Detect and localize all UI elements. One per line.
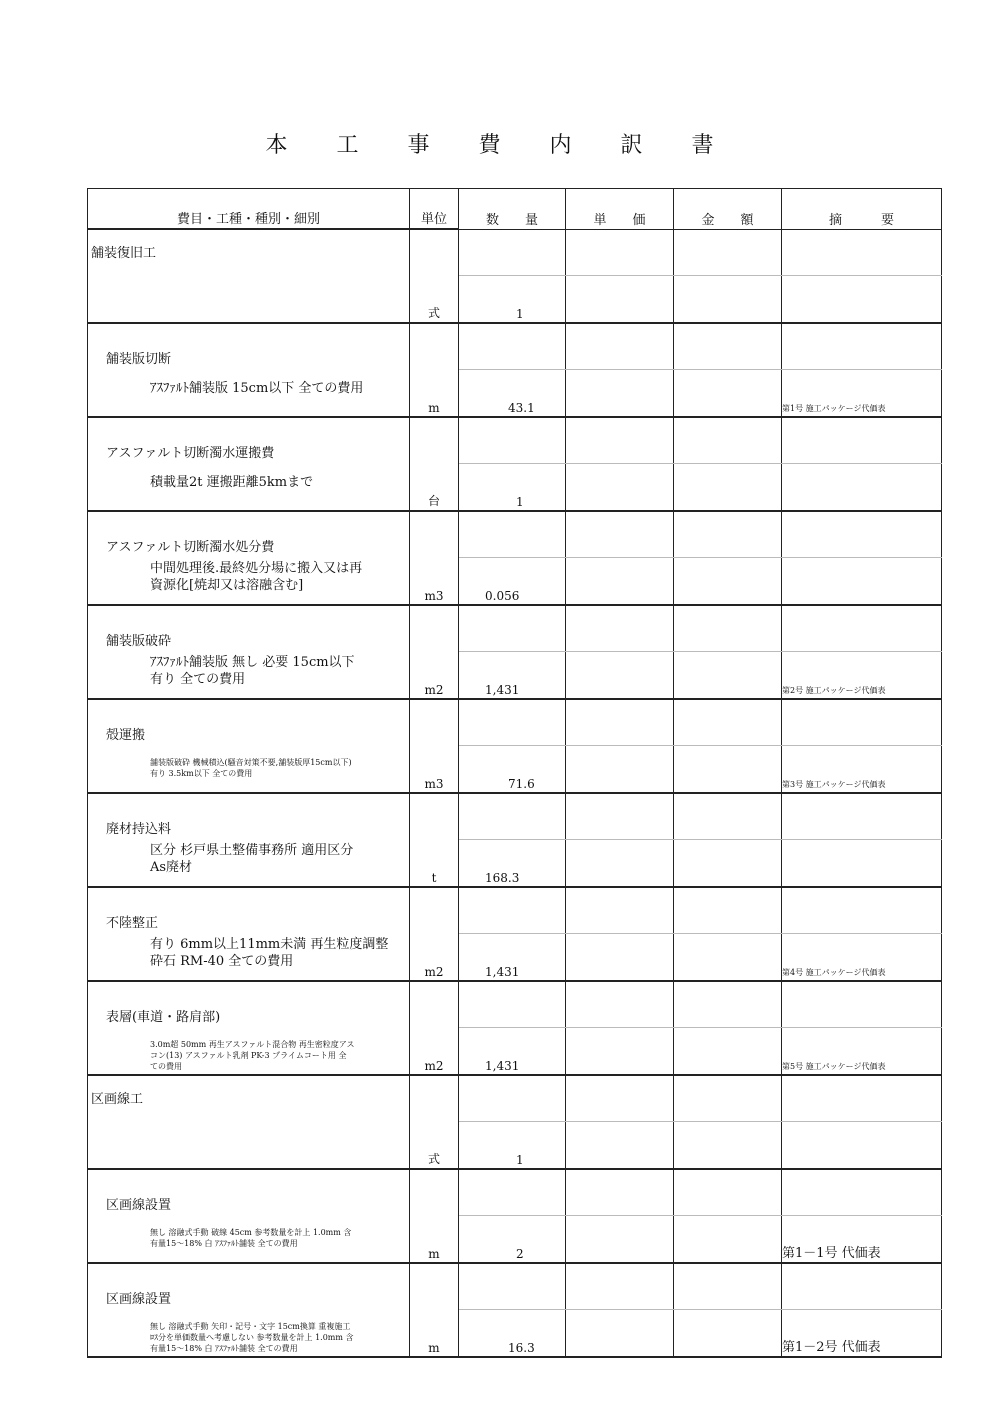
item-quantity: 1 [516,1152,524,1167]
unit-price-cell [566,1215,674,1263]
empty-cell [782,793,942,840]
empty-cell [459,793,566,840]
unit-price-cell [566,933,674,981]
item-description [88,1169,410,1263]
item-name: アスファルト切断濁水処分費 [106,539,275,555]
item-quantity: 16.3 [508,1340,535,1355]
table-row [88,1263,942,1310]
item-remarks-cell [782,369,942,417]
table-row [88,1075,942,1122]
item-unit: 台 [410,417,459,511]
item-unit: m [410,1263,459,1357]
item-quantity: 1,431 [485,1058,520,1073]
item-detail: 区分 杉戸県土整備事務所 適用区分 As廃材 [150,842,354,875]
empty-cell [566,417,674,464]
item-detail: 無し 溶融式手動 矢印・記号・文字 15cm換算 重複施工 ﾛｽ分を単価数量へ考慮しない 参考数量を計上 1.0mm 含 有量15～18% 白 ｱｽﾌｧﾙﾄ舗装 全ての費用 [150,1321,354,1353]
empty-cell [459,323,566,370]
item-name: 廃材持込料 [106,821,172,837]
table-row [88,887,942,934]
empty-cell [459,511,566,558]
item-remarks-cell [782,745,942,793]
unit-price-cell [566,463,674,511]
item-quantity-cell [459,745,566,793]
item-unit: m3 [410,699,459,793]
empty-cell [566,1075,674,1122]
empty-cell [782,887,942,934]
table-row [88,323,942,370]
item-unit: t [410,793,459,887]
amount-cell [674,839,782,887]
item-description [88,887,410,981]
item-remarks-cell [782,275,942,323]
item-quantity-cell [459,839,566,887]
item-name: 区画線工 [91,1091,144,1107]
item-unit: m2 [410,605,459,699]
item-quantity: 1,431 [485,682,520,697]
item-unit: m3 [410,511,459,605]
item-remarks-cell [782,933,942,981]
header-row [88,189,942,230]
header-unit: 単位 [410,189,459,230]
item-remarks: 第1号 施工パッケージ代価表 [782,403,886,413]
item-detail: 舗装版破砕 機械積込(騒音対策不要,舗装版厚15cm以下) 有り 3.5km以下 全ての費用 [150,757,352,778]
empty-cell [674,981,782,1028]
header-item: 費目・工種・種別・細別 [88,189,410,230]
empty-cell [566,1263,674,1310]
amount-cell [674,1309,782,1357]
empty-cell [782,981,942,1028]
item-remarks: 第1－1号 代価表 [782,1245,881,1261]
item-name: 区画線設置 [106,1291,172,1307]
item-name: 表層(車道・路肩部) [106,1009,221,1025]
item-remarks-cell [782,1027,942,1075]
amount-cell [674,651,782,699]
amount-cell [674,369,782,417]
item-quantity-cell [459,651,566,699]
item-detail: ｱｽﾌｧﾙﾄ舗装版 15cm以下 全ての費用 [150,380,364,396]
item-unit: m [410,1169,459,1263]
empty-cell [566,887,674,934]
empty-cell [674,229,782,275]
item-detail: 中間処理後.最終処分場に搬入又は再 資源化[焼却又は溶融含む] [150,560,363,593]
header-remarks: 摘 要 [782,189,942,230]
empty-cell [459,605,566,652]
item-quantity-cell [459,463,566,511]
empty-cell [459,229,566,275]
empty-cell [566,229,674,275]
item-remarks-cell [782,557,942,605]
unit-price-cell [566,369,674,417]
amount-cell [674,1215,782,1263]
amount-cell [674,275,782,323]
item-quantity: 43.1 [508,400,535,415]
empty-cell [674,793,782,840]
amount-cell [674,1027,782,1075]
header-unit-price: 単 価 [566,189,674,230]
item-quantity: 0.056 [485,588,520,603]
empty-cell [459,417,566,464]
item-detail: 有り 6mm以上11mm未満 再生粒度調整 砕石 RM-40 全ての費用 [150,936,389,969]
item-remarks-cell [782,1215,942,1263]
empty-cell [566,981,674,1028]
empty-cell [566,511,674,558]
empty-cell [674,699,782,746]
amount-cell [674,1121,782,1169]
unit-price-cell [566,1121,674,1169]
item-remarks: 第5号 施工パッケージ代価表 [782,1061,886,1071]
empty-cell [674,1075,782,1122]
item-unit: m [410,323,459,417]
unit-price-cell [566,839,674,887]
item-description [88,605,410,699]
unit-price-cell [566,745,674,793]
item-unit: m2 [410,887,459,981]
amount-cell [674,463,782,511]
item-description [88,511,410,605]
item-remarks-cell [782,1121,942,1169]
item-detail: 積載量2t 運搬距離5kmまで [150,474,314,490]
item-quantity-cell [459,1121,566,1169]
empty-cell [674,1263,782,1310]
empty-cell [459,981,566,1028]
empty-cell [566,323,674,370]
item-description [88,1263,410,1357]
item-detail: 無し 溶融式手動 破線 45cm 参考数量を計上 1.0mm 含 有量15～18% 白 ｱｽﾌｧﾙﾄ舗装 全ての費用 [150,1227,352,1248]
item-quantity-cell [459,275,566,323]
table-row [88,699,942,746]
breakdown-table [87,188,942,1358]
item-quantity: 1 [516,306,524,321]
item-quantity-cell [459,933,566,981]
amount-cell [674,933,782,981]
item-description [88,981,410,1075]
item-name: 不陸整正 [106,915,159,931]
empty-cell [674,511,782,558]
table-row [88,511,942,558]
unit-price-cell [566,1027,674,1075]
empty-cell [674,323,782,370]
empty-cell [459,699,566,746]
table-row [88,981,942,1028]
empty-cell [782,1169,942,1216]
item-description [88,323,410,417]
item-name: 舗装版破砕 [106,633,172,649]
item-remarks: 第1－2号 代価表 [782,1339,881,1355]
header-quantity: 数 量 [459,189,566,230]
item-quantity-cell [459,1027,566,1075]
unit-price-cell [566,275,674,323]
document-title: 本 工 事 費 内 訳 書 [265,133,735,158]
empty-cell [782,511,942,558]
empty-cell [674,605,782,652]
item-name: 殻運搬 [106,727,146,743]
unit-price-cell [566,1309,674,1357]
empty-cell [782,1263,942,1310]
item-unit: 式 [410,1075,459,1169]
empty-cell [459,1263,566,1310]
item-remarks-cell [782,1309,942,1357]
item-quantity-cell [459,369,566,417]
unit-price-cell [566,651,674,699]
empty-cell [782,699,942,746]
table-row [88,417,942,464]
item-description [88,229,410,323]
item-remarks: 第3号 施工パッケージ代価表 [782,779,886,789]
item-unit: m2 [410,981,459,1075]
header-amount: 金 額 [674,189,782,230]
table-row [88,793,942,840]
item-name: アスファルト切断濁水運搬費 [106,445,275,461]
item-remarks: 第2号 施工パッケージ代価表 [782,685,886,695]
item-remarks-cell [782,651,942,699]
item-remarks-cell [782,839,942,887]
item-remarks: 第4号 施工パッケージ代価表 [782,967,886,977]
empty-cell [566,605,674,652]
table-row [88,605,942,652]
item-name: 舗装版切断 [106,351,172,367]
item-description [88,699,410,793]
item-remarks-cell [782,463,942,511]
item-description [88,793,410,887]
item-name: 舗装復旧工 [91,246,157,261]
empty-cell [782,605,942,652]
empty-cell [782,229,942,275]
item-quantity: 168.3 [485,870,520,885]
amount-cell [674,745,782,793]
empty-cell [566,1169,674,1216]
empty-cell [459,1075,566,1122]
item-quantity-cell [459,1309,566,1357]
item-description [88,1075,410,1169]
empty-cell [674,417,782,464]
item-quantity: 1 [516,494,524,509]
item-quantity: 1,431 [485,964,520,979]
empty-cell [782,417,942,464]
empty-cell [459,887,566,934]
empty-cell [674,887,782,934]
empty-cell [566,793,674,840]
unit-price-cell [566,557,674,605]
empty-cell [674,1169,782,1216]
item-detail: ｱｽﾌｧﾙﾄ舗装版 無し 必要 15cm以下 有り 全ての費用 [150,654,355,687]
item-detail: 3.0m超 50mm 再生アスファルト混合物 再生密粒度アス コン(13) アスファルト乳剤 PK-3 プライムコート用 全 ての費用 [150,1039,355,1071]
empty-cell [782,1075,942,1122]
empty-cell [566,699,674,746]
item-quantity-cell [459,557,566,605]
item-quantity-cell [459,1215,566,1263]
item-name: 区画線設置 [106,1197,172,1213]
empty-cell [782,323,942,370]
item-description [88,417,410,511]
item-unit: 式 [410,229,459,323]
table-row [88,229,942,275]
empty-cell [459,1169,566,1216]
item-quantity: 71.6 [508,776,535,791]
table-row [88,1169,942,1216]
amount-cell [674,557,782,605]
item-quantity: 2 [516,1246,524,1261]
